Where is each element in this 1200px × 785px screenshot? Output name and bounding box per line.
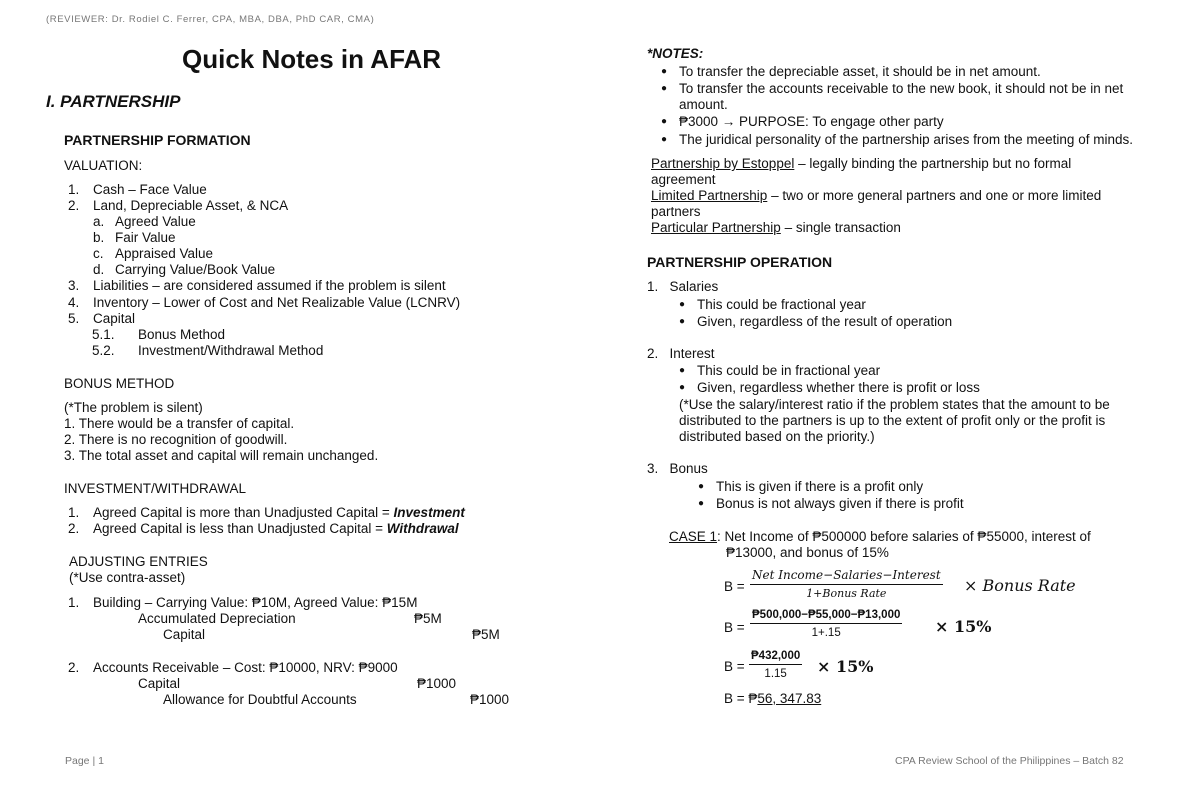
investment-withdrawal-label: INVESTMENT/WITHDRAWAL [64,481,246,496]
formula-3-fraction: $\frac{₱432,000}{1.15}$ [751,650,801,680]
valuation-subitem-a: a. Agreed Value [93,214,196,229]
interest-item: ● Given, regardless whether there is profit or loss [697,380,980,395]
bonus-line: (*The problem is silent) [64,400,203,415]
entry-1-debit: Accumulated Depreciation [138,611,296,626]
formula-1-fraction: Net Income−Salaries−Interest 1+Bonus Rate [752,568,941,600]
investment-item: 1. Agreed Capital is more than Unadjusted Capital = Investment [68,505,465,520]
bonus-line: 3. The total asset and capital will remain unchanged. [64,448,379,463]
interest-note: distributed based on the priority.) [679,429,875,444]
reviewer-header: (REVIEWER: Dr. Rodiel C. Ferrer, CPA, MBA, DBA, PhD CAR, CMA) [46,14,375,25]
note-item: ● To transfer the depreciable asset, it should be in net amount. [679,64,1041,79]
bonus-method-label: BONUS METHOD [64,376,175,391]
formula-prefix: B = [724,620,745,635]
bonus-item: ● This is given if there is a profit only [716,479,923,494]
entry-2-credit-amount: ₱1000 [470,692,510,707]
entry-2-debit: Capital [138,676,181,691]
limited-definition: Limited Partnership – two or more general partners and one or more limited [651,188,1102,203]
formula-1-multiplier: × Bonus Rate [964,576,1076,595]
note-item: ● ₱3000 → PURPOSE: To engage other party [679,114,944,129]
valuation-item-4: 4. Inventory – Lower of Cost and Net Realizable Value (LCNRV) [68,295,461,310]
particular-definition: Particular Partnership – single transaction [651,220,901,235]
salaries-item: ● This could be fractional year [697,297,866,312]
formula-2-fraction: $\frac{₱500,000-₱55,000-₱13,000}{1+.15}$ [752,609,901,639]
entry-1-credit-amount: ₱5M [472,627,500,642]
bonus-item: ● Bonus is not always given if there is profit [716,496,964,511]
notes-label: *NOTES: [647,46,704,61]
formula-result: B = ₱56, 347.83 [724,691,822,706]
note-item-continued: amount. [679,97,728,112]
bonus-label: 3. Bonus [647,461,708,476]
entry-2-credit: Allowance for Doubtful Accounts [163,692,357,707]
interest-note: distributed to the partners is up to the extent of profit only or the profit is [679,413,1106,428]
operation-heading: PARTNERSHIP OPERATION [647,254,833,270]
valuation-subitem-5-2: 5.2. Investment/Withdrawal Method [92,343,324,358]
valuation-subitem-b: b. Fair Value [93,230,176,245]
withdrawal-item: 2. Agreed Capital is less than Unadjusted Capital = Withdrawal [68,521,459,536]
entry-1-credit: Capital [163,627,206,642]
interest-note: (*Use the salary/interest ratio if the problem states that the amount to be [679,397,1110,412]
entry-2-title: 2. Accounts Receivable – Cost: ₱10000, NRV: ₱9000 [68,660,398,675]
section-heading: I. PARTNERSHIP [46,92,181,111]
bonus-line: 2. There is no recognition of goodwill. [64,432,288,447]
entry-1-debit-amount: ₱5M [414,611,442,626]
valuation-subitem-c: c. Appraised Value [93,246,214,261]
valuation-subitem-d: d. Carrying Value/Book Value [93,262,276,277]
interest-item: ● This could be in fractional year [697,363,880,378]
case-1-text-cont: ₱13000, and bonus of 15% [726,545,889,560]
note-item: ● To transfer the accounts receivable to the new book, it should not be in net [679,81,1123,96]
estoppel-definition-cont: agreement [651,172,716,187]
valuation-item-5: 5. Capital [68,311,136,326]
valuation-item-2: 2. Land, Depreciable Asset, & NCA [68,198,289,213]
entry-1-title: 1. Building – Carrying Value: ₱10M, Agreed Value: ₱15M [68,595,418,610]
valuation-item-3: 3. Liabilities – are considered assumed if the problem is silent [68,278,446,293]
valuation-label: VALUATION: [64,158,143,173]
interest-label: 2. Interest [647,346,715,361]
formula-prefix: B = [724,579,745,594]
valuation-subitem-5-1: 5.1. Bonus Method [92,327,226,342]
adjusting-entries-label: ADJUSTING ENTRIES [69,554,208,569]
salaries-label: 1. Salaries [647,279,719,294]
formation-heading: PARTNERSHIP FORMATION [64,132,251,148]
estoppel-definition: Partnership by Estoppel – legally binding the partnership but no formal [651,156,1072,171]
formula-prefix: B = [724,659,745,674]
page-number: Page | 1 [65,755,104,767]
formula-2-multiplier: × 15% [935,617,992,636]
adjusting-note: (*Use contra-asset) [69,570,186,585]
formula-3-multiplier: × 15% [817,657,874,676]
note-item: ● The juridical personality of the partnership arises from the meeting of minds. [679,132,1133,147]
page-title: Quick Notes in AFAR [182,44,442,74]
valuation-item-1: 1. Cash – Face Value [68,182,207,197]
footer-school: CPA Review School of the Philippines – Batch 82 [895,755,1124,767]
bonus-line: 1. There would be a transfer of capital. [64,416,295,431]
entry-2-debit-amount: ₱1000 [417,676,457,691]
salaries-item: ● Given, regardless of the result of operation [697,314,952,329]
case-1-text: CASE 1: Net Income of ₱500000 before salaries of ₱55000, interest of [669,529,1091,544]
limited-definition-cont: partners [651,204,701,219]
